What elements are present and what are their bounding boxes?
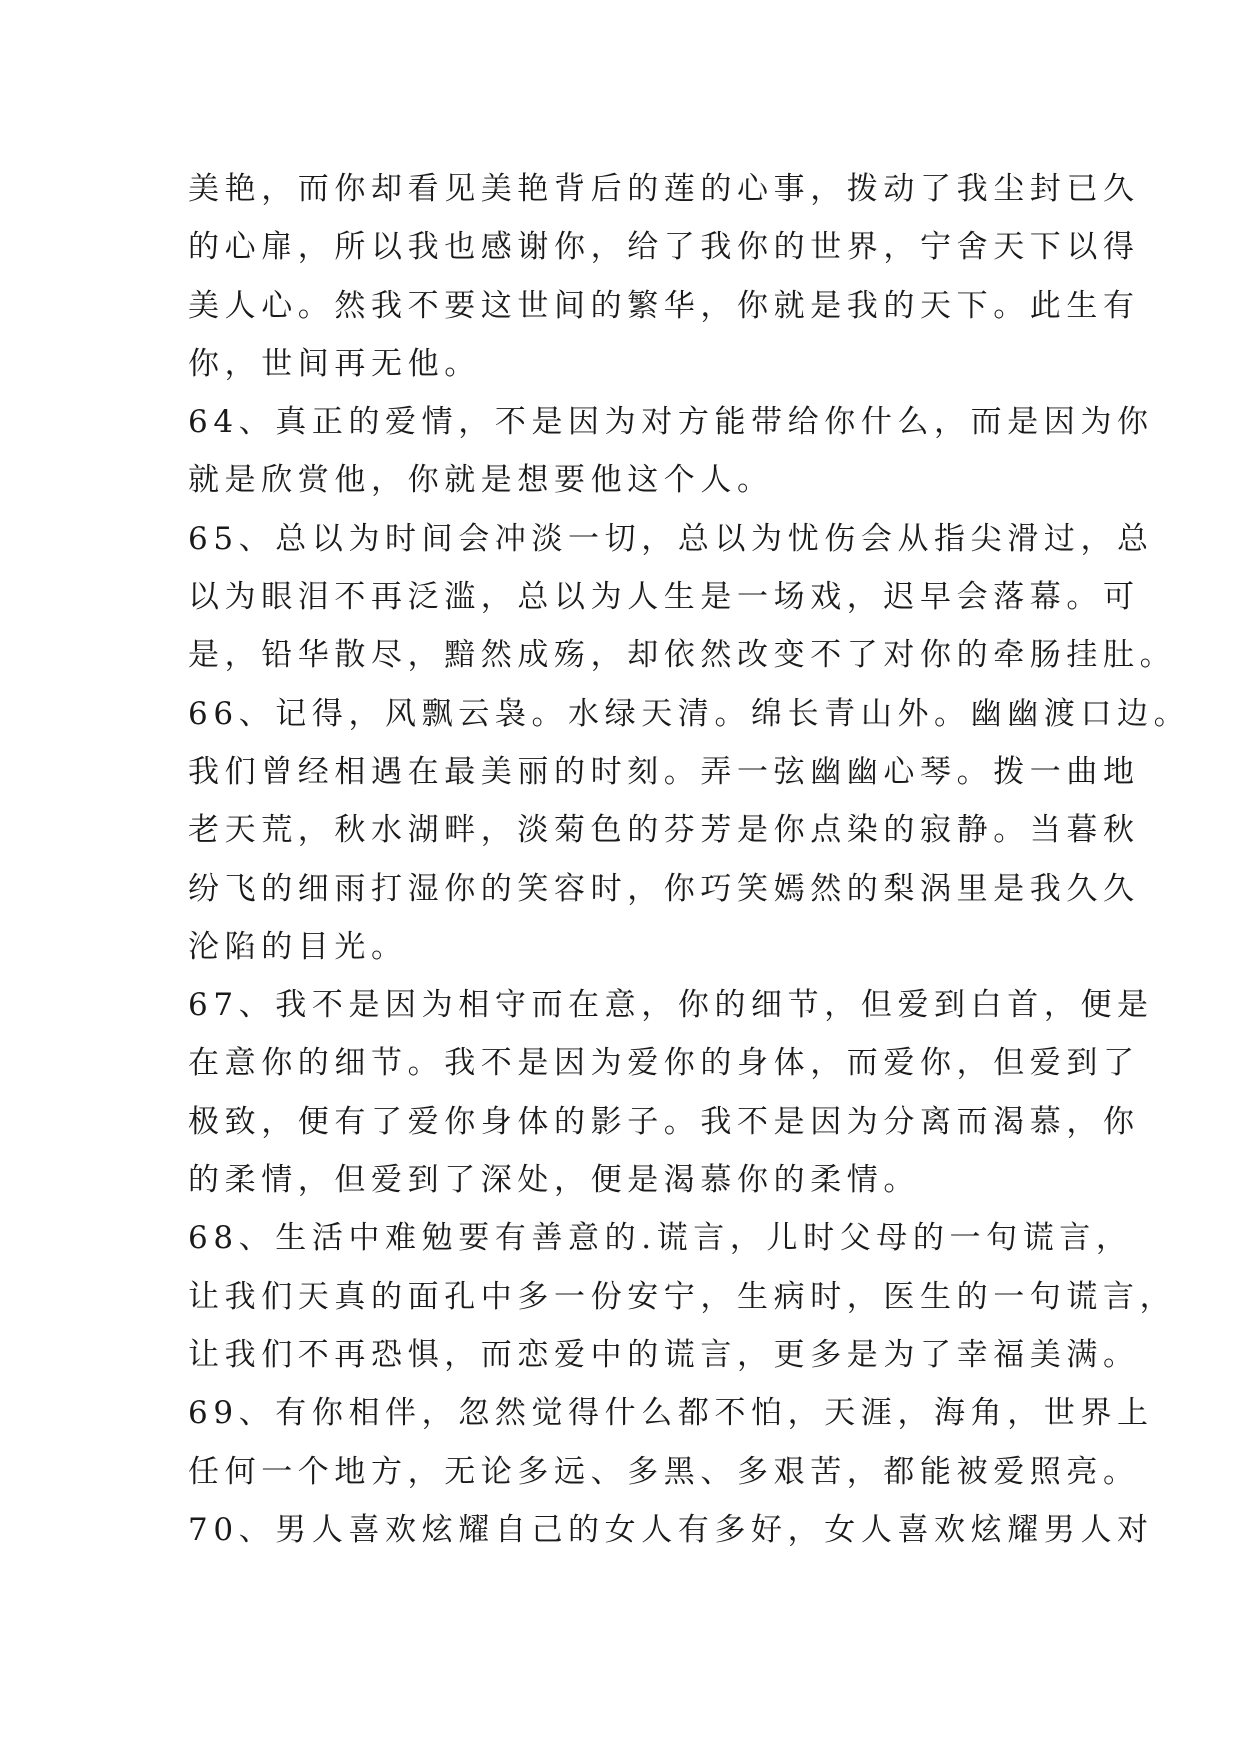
text-line: 是，铅华散尽，黯然成殇，却依然改变不了对你的牵肠挂肚。 <box>188 637 1177 674</box>
text-line: 纷飞的细雨打湿你的笑容时，你巧笑嫣然的梨涡里是我久久 <box>188 870 1140 907</box>
text-line: 你，世间再无他。 <box>188 345 481 382</box>
text-line: 极致，便有了爱你身体的影子。我不是因为分离而渴慕，你 <box>188 1103 1140 1140</box>
text-line: 66、记得，风飘云袅。水绿天清。绵长青山外。幽幽渡口边。 <box>188 695 1191 732</box>
text-line: 让我们天真的面孔中多一份安宁，生病时，医生的一句谎言， <box>188 1278 1177 1315</box>
text-line: 的心扉，所以我也感谢你，给了我你的世界，宁舍天下以得 <box>188 229 1140 266</box>
text-line: 65、总以为时间会冲淡一切，总以为忧伤会从指尖滑过，总 <box>188 520 1154 557</box>
document-body <box>188 160 1191 1559</box>
text-line: 64、真正的爱情，不是因为对方能带给你什么，而是因为你 <box>188 404 1154 441</box>
text-line: 的柔情，但爱到了深处，便是渴慕你的柔情。 <box>188 1162 920 1199</box>
text-line: 70、男人喜欢炫耀自己的女人有多好，女人喜欢炫耀男人对 <box>188 1511 1154 1548</box>
text-line: 67、我不是因为相守而在意，你的细节，但爱到白首，便是 <box>188 987 1154 1024</box>
text-line: 就是欣赏他，你就是想要他这个人。 <box>188 462 774 499</box>
text-line: 69、有你相伴，忽然觉得什么都不怕，天涯，海角，世界上 <box>188 1395 1154 1432</box>
text-line: 68、生活中难勉要有善意的.谎言，儿时父母的一句谎言， <box>188 1220 1133 1257</box>
text-line: 在意你的细节。我不是因为爱你的身体，而爱你，但爱到了 <box>188 1045 1140 1082</box>
text-line: 美艳，而你却看见美艳背后的莲的心事，拨动了我尘封已久 <box>188 171 1140 207</box>
text-line: 沦陷的目光。 <box>188 928 408 965</box>
text-line: 我们曾经相遇在最美丽的时刻。弄一弦幽幽心琴。拨一曲地 <box>188 753 1140 790</box>
text-line: 让我们不再恐惧，而恋爱中的谎言，更多是为了幸福美满。 <box>188 1336 1140 1373</box>
text-line: 以为眼泪不再泛滥，总以为人生是一场戏，迟早会落幕。可 <box>188 579 1140 616</box>
text-line: 任何一个地方，无论多远、多黑、多艰苦，都能被爱照亮。 <box>188 1453 1140 1490</box>
text-line: 美人心。然我不要这世间的繁华，你就是我的天下。此生有 <box>188 287 1140 324</box>
text-line: 老天荒，秋水湖畔，淡菊色的芬芳是你点染的寂静。当暮秋 <box>188 812 1140 849</box>
